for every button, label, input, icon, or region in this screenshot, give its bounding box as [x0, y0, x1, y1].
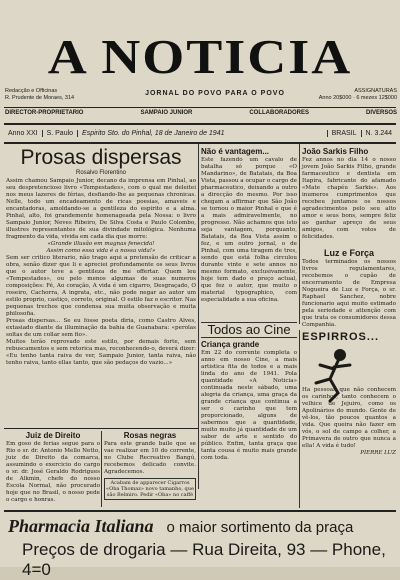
article-heading: Luz e Força [323, 248, 374, 258]
article-luz-e-forca [302, 248, 396, 328]
article-body: Em goso de ferias segue para o Rio o sr. dr. Antonio Mello Netto, juiz de Direito da comarca, assumindo o exercicio do cargo o sr. dr. José Geraldo Rodrigues de Alkmin, chefe do nosso Escola Normal, não procurado hoje que no Brasil, o nosso pede o cargo e honras. [6, 441, 100, 503]
article-body: Todos terminados os nossos livros regulamentares, recebemos o cupão de encerramento de Empresa Nogueira de Luz e Força, o sr. Raphael Sanchez, nobre funcionario aqui muito estimado pela seriedade e attenção com que trata os consumidores dessa Companhia. [302, 259, 396, 328]
article-joao-sarkis [302, 147, 396, 245]
article-prosas [6, 147, 196, 425]
article-heading: Rosas negras [123, 431, 177, 440]
column-divider [101, 431, 102, 507]
article-byline: Rosalvo Florentino [75, 170, 127, 176]
cigarette-ad: Acabam de apparecer Cigarros «Oba Thomaz» novo tamanho, que são Belmiro. Pedir «Oba» no caffé [104, 478, 196, 500]
ad-line-2: Preços de drogaria — Rua Direita, 93 — Phone, 4=0 [22, 540, 386, 579]
column-divider [198, 144, 199, 489]
ad-pharmacy-name: Pharmacia Italiana [8, 516, 154, 536]
masthead-title: A NOTICIA [47, 30, 353, 84]
issue-number: N. 3.244 [365, 130, 392, 137]
article-body: Assim chamou Sampaio Junior, decano da imprensa em Pinhal, ao seu despretencioso livro «Tempestades», com o qual me deleitei nos meus lazeres de férias, desfiando-lhe as pequenas chronicas. Nelle, todo um encadeamento de ricas poesias, amaveis e encantadoras, amoldando-se a gentileza do espirito e a alma. Pinhal, alto, foi grandemente homenageada pela Nossa: o livro Sampaio Junior, Neves Ribeiro, De Silva Costa e Paulo Colombo, illustres representantes de sua divindade mitológica. Nenhuma fragmento da vida, vivida em cada dia que morre: [6, 178, 196, 240]
issue-info-bar [4, 127, 396, 140]
article-rosas-negras [104, 431, 196, 507]
staff-line [5, 110, 397, 116]
article-body: Este fazendo um cavalo de batalha só porque «O Mandarino», de Batatais, da Boa Vista, passou a ocupar o cargo de pharmaceutico, deixando a outro a direcção do mesmo. Por isso chegam a affirmar que São João se tornou o maior Pinhal e que é a mais admiravelmente, no progresso. Não achamos que isto seja vantagem, porquanto, Batatais, da Boa Vista assim o fez, e um outro jornal, o de Pinhal, com uma tiragem de tres, sendo que está folha circulou durante vinte e sete annos no mesmo formato, exclusivamente, hoje tem dado o preço actual, que fez o autor, que muito o material typographico, com especialidade a sua oficina. [201, 157, 297, 303]
article-heading: Juiz de Direito [25, 431, 81, 440]
article-juiz-de-direito [6, 431, 100, 507]
article-heading: Todos ao Cine [201, 322, 297, 338]
article-body: Para este grande baile que se vae realizar em 10 do corrente, no Clube Recreativo Bangú, recebemos delicado convite. Agradecemos. [104, 441, 196, 475]
subscription-prices: Anno 20$000 · 6 mezes 12$000 [318, 95, 397, 101]
issue-year: Anno XXI [4, 130, 43, 137]
article-quote: «Grande illusão em magnas fenecida! [47, 241, 155, 247]
column-divider [299, 144, 300, 324]
article-heading: Prosas dispersas [20, 146, 182, 169]
article-heading: Não é vantagem... [201, 147, 270, 156]
subscriptions-label: ASSIGNATURAS [354, 88, 397, 94]
article-todos-ao-cine [201, 322, 297, 508]
article-nao-e-vantagem [201, 147, 297, 317]
masthead-subtitle: JORNAL DO POVO PARA O POVO [145, 90, 285, 97]
article-body: Muitos terão reprovado este estilo, por demais forte, sem rebuscamentos e sem retorica mas, reconhecendo-o, deverá dizer: «Eu tenho tanta raiva de ver, Sampaio Junior, tanta raiva, não tenho raiva, tanto ellas tanto, que são pedaços do vazio...» [6, 339, 196, 366]
rule-bottom-left [4, 428, 198, 429]
misc-label: DIVERSOS [365, 110, 397, 116]
pharmacy-advertisement [4, 510, 396, 579]
issue-date: Espirito Sto. do Pinhal, 18 de Janeiro de 1941 [78, 130, 328, 137]
collaborators-label: COLLABORADORES [249, 110, 309, 116]
subscription-box [315, 88, 397, 102]
ad-claim: o maior sortimento da praça [166, 519, 354, 536]
office-line: Redacção e Officinas [5, 88, 58, 94]
ad-line-1 [8, 516, 353, 537]
running-figure-illustration [300, 345, 370, 405]
article-body: Prosas dispersas... Se eu fosse poeta diria, como Castro Alves, extasiado diante da illuminação da bahia de Guanabara: «perolas soltas de um collar sem fio». [6, 318, 196, 338]
article-signature: PIERRE LUZ [360, 450, 396, 456]
office-address [5, 88, 125, 102]
rule-mid [4, 123, 396, 125]
article-heading: João Sarkis Filho [302, 147, 369, 156]
article-body: Fez annos no dia 14 o nosso jovem João Sarkis Filho, grande farmaceutico e dentista em Itapira, fabricante do afamado «Mate chapéu Sarkis». Aos inumeros cumprimentos que recebeu juntamos os nossos agradecimentos pelo seu alto amor e seus bons, sempre feliz ao ganhar apreço de seus amigos, com votos de felicidades. [302, 157, 396, 240]
article-body: Ha pessoas que não conhecem os carinhos, tanto conhecem o velhice de Jejuiro, como os Apolinários do mundo. Gente de vê-los, tão poucos quantos a vida. Que queira não fazer em vós, o sol de campo a colher, a Primavera de outro que nunca a ella! A vida é tudo! [302, 387, 396, 449]
article-body: Em 22 do corrente completa o anno em nosso Cine, a mais artistica fita de todos e a mais linda do ano de 1941. Pola quantidade «A Noticia» continuada neste sábado, uma alegria da criança, uma graça da grande criança que continua a ser o carinho que tem proporcionado, alguns de sabermos que a quantidade, muito muito já quantidade de um sabor de arte e sentido do público. Enfim, tanta graça que tanta cousa é muito mais grande com toda. [201, 350, 297, 461]
issue-country: BRASIL [328, 130, 362, 137]
article-heading: ESPIRROS... [302, 331, 380, 343]
issue-state: S. Paulo [43, 130, 78, 137]
director-label: DIRECTOR-PROPRIETARIO [5, 110, 84, 116]
article-body: Sem ser critico literario, não trago aqui a pretensão de criticar a obra, senão dizer que li e apreciei profundamente os seus livros que o autor teve a gentileza de me offertar. Quem leu «Tempestades», ou pelo menos algumas de suas numeros composições: Fé, Ao coração, A vida é um cigarro, Desgraçado, O roseiro, Cachorra, A ingrata, etc., não pode negar ao autor um estilo proprio, castiço, correto, original. O estilo faz o escritor. Nas pequenas trechos que condensa sua muita observação e muita philosofia. [6, 255, 196, 317]
rule-below-info [4, 142, 396, 144]
director-name: SAMPAIO JUNIOR [140, 110, 193, 116]
rule-top [4, 107, 396, 108]
article-subheading: Criança grande [201, 340, 260, 349]
office-line: R. Prudente de Moraes, 314 [5, 95, 75, 101]
article-quote: Assim como essa vida é a nossa vida!» [46, 248, 156, 254]
